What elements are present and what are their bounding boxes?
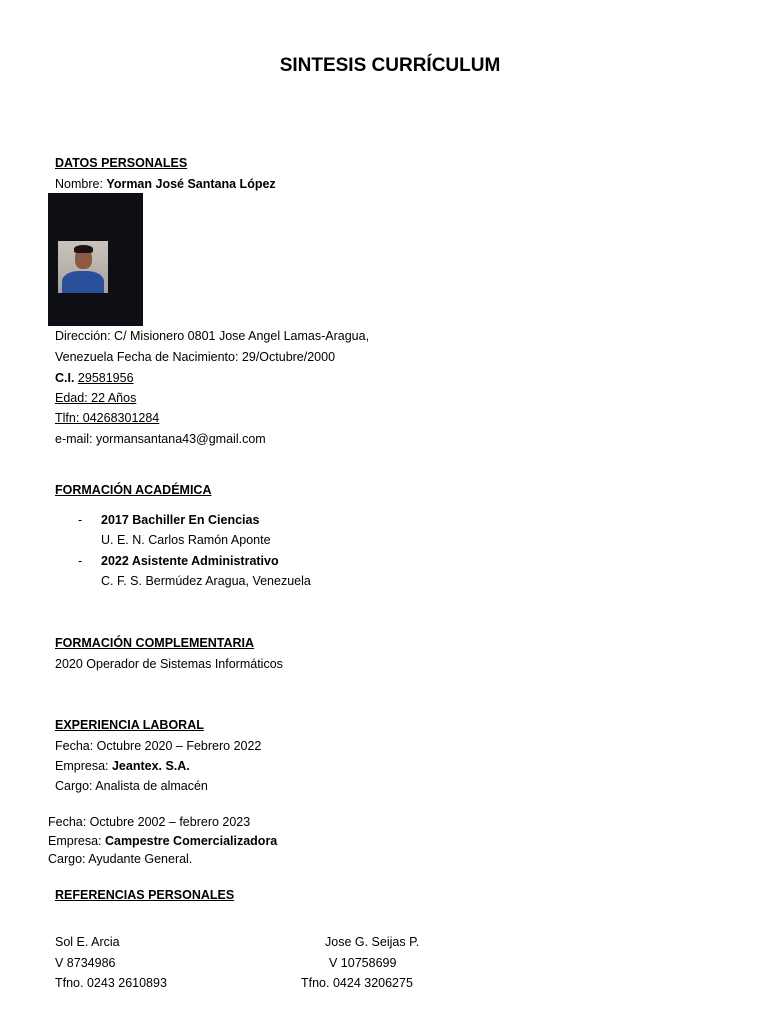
complementary-text: 2020 Operador de Sistemas Informáticos	[55, 657, 283, 671]
list-bullet: -	[78, 554, 83, 568]
page-title: SINTESIS CURRÍCULUM	[279, 55, 501, 76]
academic-degree: Asistente Administrativo	[131, 554, 279, 568]
job-company	[55, 760, 190, 773]
job-role: Cargo: Analista de almacén	[55, 779, 208, 793]
academic-year: 2017	[101, 513, 133, 527]
email-line: e-mail: yormansantana43@gmail.com	[55, 432, 266, 446]
reference-name: Sol E. Arcia	[55, 935, 120, 949]
academic-year: 2022	[101, 554, 132, 568]
academic-item	[101, 555, 279, 568]
address-line-2: Venezuela Fecha de Nacimiento: 29/Octubre/2000	[55, 350, 336, 364]
name-line	[55, 178, 276, 191]
academic-degree: Bachiller En Ciencias	[132, 513, 260, 527]
personal-data-heading: DATOS PERSONALES	[55, 156, 188, 170]
ci-label: C.I.	[55, 371, 78, 385]
phone-line: Tlfn: 04268301284	[55, 411, 160, 425]
reference-phone: Tfno. 0243 2610893	[55, 976, 167, 990]
references-heading: REFERENCIAS PERSONALES	[55, 888, 235, 902]
address-line-1: Dirección: C/ Misionero 0801 Jose Angel Lamas-Aragua,	[55, 329, 370, 343]
name-value: Yorman José Santana López	[106, 177, 276, 191]
reference-id: V 10758699	[329, 956, 397, 970]
reference-name: Jose G. Seijas P.	[325, 935, 420, 949]
company-name: Campestre Comercializadora	[104, 834, 278, 848]
company-name: Jeantex. S.A.	[111, 759, 190, 773]
ci-line	[55, 372, 134, 385]
complementary-heading: FORMACIÓN COMPLEMENTARIA	[55, 636, 255, 650]
portrait-image	[58, 241, 108, 293]
reference-id: V 8734986	[55, 956, 116, 970]
profile-photo	[48, 193, 143, 326]
company-label: Empresa:	[55, 759, 112, 773]
company-label: Empresa:	[48, 834, 105, 848]
academic-school: C. F. S. Bermúdez Aragua, Venezuela	[101, 574, 311, 588]
job-company	[48, 835, 277, 848]
academic-heading: FORMACIÓN ACADÉMICA	[55, 483, 212, 497]
job-date: Fecha: Octubre 2020 – Febrero 2022	[55, 739, 262, 753]
experience-heading: EXPERIENCIA LABORAL	[55, 718, 204, 732]
job-date: Fecha: Octubre 2002 – febrero 2023	[48, 815, 251, 829]
ci-value: 29581956	[77, 371, 134, 385]
list-bullet: -	[78, 513, 83, 527]
academic-item	[101, 514, 259, 527]
reference-phone: Tfno. 0424 3206275	[301, 976, 413, 990]
academic-school: U. E. N. Carlos Ramón Aponte	[101, 533, 271, 547]
age-line: Edad: 22 Años	[55, 391, 137, 405]
name-label: Nombre:	[55, 177, 107, 191]
job-role: Cargo: Ayudante General.	[48, 852, 193, 866]
